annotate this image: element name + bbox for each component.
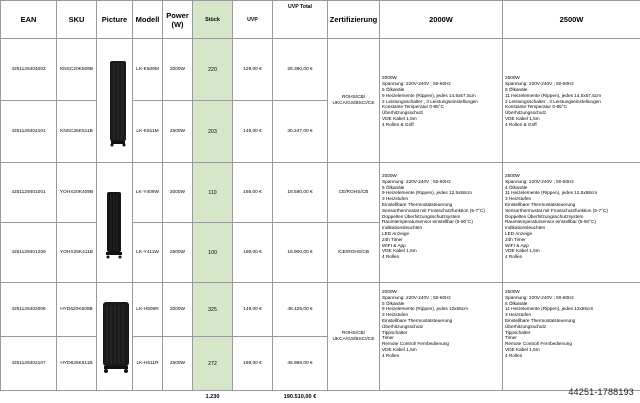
spec-2500w-cell: 2500W Spannung: 220V-240V ; 50-60Hz 5 Ölkanäle 11 Heizelemente (Rippen), jedes 14,5x57,5cm 2 Leistungsschalter , 3 Leistungseinstellungen Konstante Temperatur 0-85°C Überhitzungsschutz VDE Kabel 1,5m 4 Rollen & Griff [503, 39, 640, 163]
certification-cell: ROHS/CB/ UKCA/GS/BSCI/CE [328, 283, 380, 391]
model-cell: LK-Y411W [133, 223, 163, 283]
header-certification: Zertifizierung [328, 1, 380, 39]
sku-cell: YOHX20K409B [57, 163, 97, 223]
header-2000w: 2000W [380, 1, 503, 39]
ean-cell: 4251129402008 [1, 283, 57, 337]
uvp-cell: 189,00 € [233, 223, 273, 283]
sku-cell: HYD620K509B [57, 283, 97, 337]
product-picture-cell [97, 283, 133, 391]
ean-cell: 4251129404002 [1, 39, 57, 101]
spec-2000w-cell: 2000W Spannung: 220V-240V ; 50-60Hz 5 Ölkanäle 9 Heizelemente (Rippen), jedes 12,5x58cm 3 Heizstufen Einstellbare Thermostatsteuerung Sensorthermostat mit Frostschutzfunktion (5-7°C) Doppeltes Überhitzungsschutzsystem Raumtemperatursensor einstellbar (5-50°C) Indikationsleuchten LED Anzeige 24h Timer WIFI & App VDE Kabel 1,5m 4 Rollen [380, 163, 503, 283]
model-cell: LK-H511R [133, 337, 163, 391]
power-cell: 2000W [163, 163, 193, 223]
stueck-cell: 203 [193, 101, 233, 163]
sku-cell: KNSC20K509B [57, 39, 97, 101]
header-picture: Picture [97, 1, 133, 39]
total-stueck: 1.230 [193, 391, 233, 403]
spec-2500w-cell: 2500W Spannung: 220V-240V ; 50-60Hz 5 Ölkanäle 11 Heizelemente (Rippen), jedes 12x55cm 3 Heizstufen Einstellbare Thermostatsteuerung Überhitzungsschutz Tippschalter Timer Remote Control/ Fernbedienung VDE Kabel 1,5m 4 Rollen [503, 283, 640, 391]
ean-cell: 4251129401209 [1, 223, 57, 283]
stueck-cell: 100 [193, 223, 233, 283]
header-power: Power (W) [163, 1, 193, 39]
watermark: 44251-1788193 [568, 387, 634, 397]
product-picture-cell [97, 163, 133, 283]
oil-radiator-slim-icon [104, 191, 124, 261]
oil-radiator-tall-icon [109, 59, 127, 147]
model-cell: LK-Y409W [133, 163, 163, 223]
uvp-cell: 169,00 € [233, 163, 273, 223]
header-stueck: Stück [193, 1, 233, 39]
uvp-total-cell: 18.590,00 € [273, 163, 328, 223]
header-sku: SKU [57, 1, 97, 39]
power-cell: 2000W [163, 39, 193, 101]
header-ean: EAN [1, 1, 57, 39]
product-picture-cell [97, 39, 133, 163]
uvp-total-cell: 18.900,00 € [273, 223, 328, 283]
uvp-cell: 149,00 € [233, 101, 273, 163]
uvp-cell: 169,00 € [233, 337, 273, 391]
spec-2000w-cell: 2000W Spannung: 220V-240V ; 50-60Hz 5 Ölkanäle 9 Heizelemente (Rippen), jedes 12x55cm 3 Heizstufen Einstellbare Thermostatsteuerung Überhitzungsschutz Tippschalter Timer Remote Control/ Fernbedienung VDE Kabel 1,5m 4 Rollen [380, 283, 503, 391]
header-2500w: 2500W [503, 1, 640, 39]
model-cell: LK-K511M [133, 101, 163, 163]
table-row [1, 163, 640, 223]
header-model: Modell [133, 1, 163, 39]
uvp-total-cell: 28.380,00 € [273, 39, 328, 101]
sku-cell: YOHX25K411B [57, 223, 97, 283]
oil-radiator-wide-icon [101, 300, 131, 376]
certification-cell: ROHS/CB/ UKCA/GS/BSCI/CE [328, 39, 380, 163]
power-cell: 2500W [163, 101, 193, 163]
table-row [1, 283, 640, 337]
stueck-cell: 272 [193, 337, 233, 391]
table-row [1, 39, 640, 101]
uvp-total-cell: 45.968,00 € [273, 337, 328, 391]
certification-cell: CE/ROHS/CB [328, 163, 380, 223]
power-cell: 2500W [163, 337, 193, 391]
model-cell: LK-H509R [133, 283, 163, 337]
ean-cell: 4251129404101 [1, 101, 57, 163]
sku-cell: HYD625K511B [57, 337, 97, 391]
spec-2000w-cell: 2000W Spannung: 220V-240V ; 50-60Hz 5 Ölkanäle 9 Heizelemente (Rippen), jedes 14,5x57,5cm 2 Leistungsschalter , 3 Leistungseinstellungen Konstante Temperatur 0-85°C Überhitzungsschutz VDE Kabel 1,5m 4 Rollen & Griff [380, 39, 503, 163]
stueck-cell: 110 [193, 163, 233, 223]
sku-cell: KNSC25K511B [57, 101, 97, 163]
header-uvp: UVP [233, 1, 273, 39]
total-uvp: 190.510,00 € [273, 391, 328, 403]
header-row [1, 1, 640, 39]
header-uvp-total: UVP Total [273, 1, 328, 39]
totals-row [1, 391, 640, 403]
uvp-cell: 129,00 € [233, 39, 273, 101]
uvp-cell: 149,00 € [233, 283, 273, 337]
ean-cell: 4251129402107 [1, 337, 57, 391]
model-cell: LK-K509M [133, 39, 163, 101]
uvp-total-cell: 30.247,00 € [273, 101, 328, 163]
stueck-cell: 325 [193, 283, 233, 337]
ean-cell: 4251129401001 [1, 163, 57, 223]
power-cell: 2000W [163, 283, 193, 337]
certification-cell: /CE/ROHS/CB [328, 223, 380, 283]
uvp-total-cell: 48.425,00 € [273, 283, 328, 337]
stueck-cell: 220 [193, 39, 233, 101]
spec-2500w-cell: 2500W Spannung: 220V-240V ; 50-60Hz 4 Ölkanäle 11 Heizelemente (Rippen), jedes 12,5x58cm 3 Heizstufen Einstellbare Thermostatsteuerung Sensorthermostat mit Frostschutzfunktion (5-7°C) Doppeltes Überhitzungsschutzsystem Raumtemperatursensor einstellbar (5-50°C) Indikationsleuchten LED Anzeige 24h Timer WIFI & App VDE Kabel 1,5m 4 Rollen [503, 163, 640, 283]
power-cell: 2500W [163, 223, 193, 283]
